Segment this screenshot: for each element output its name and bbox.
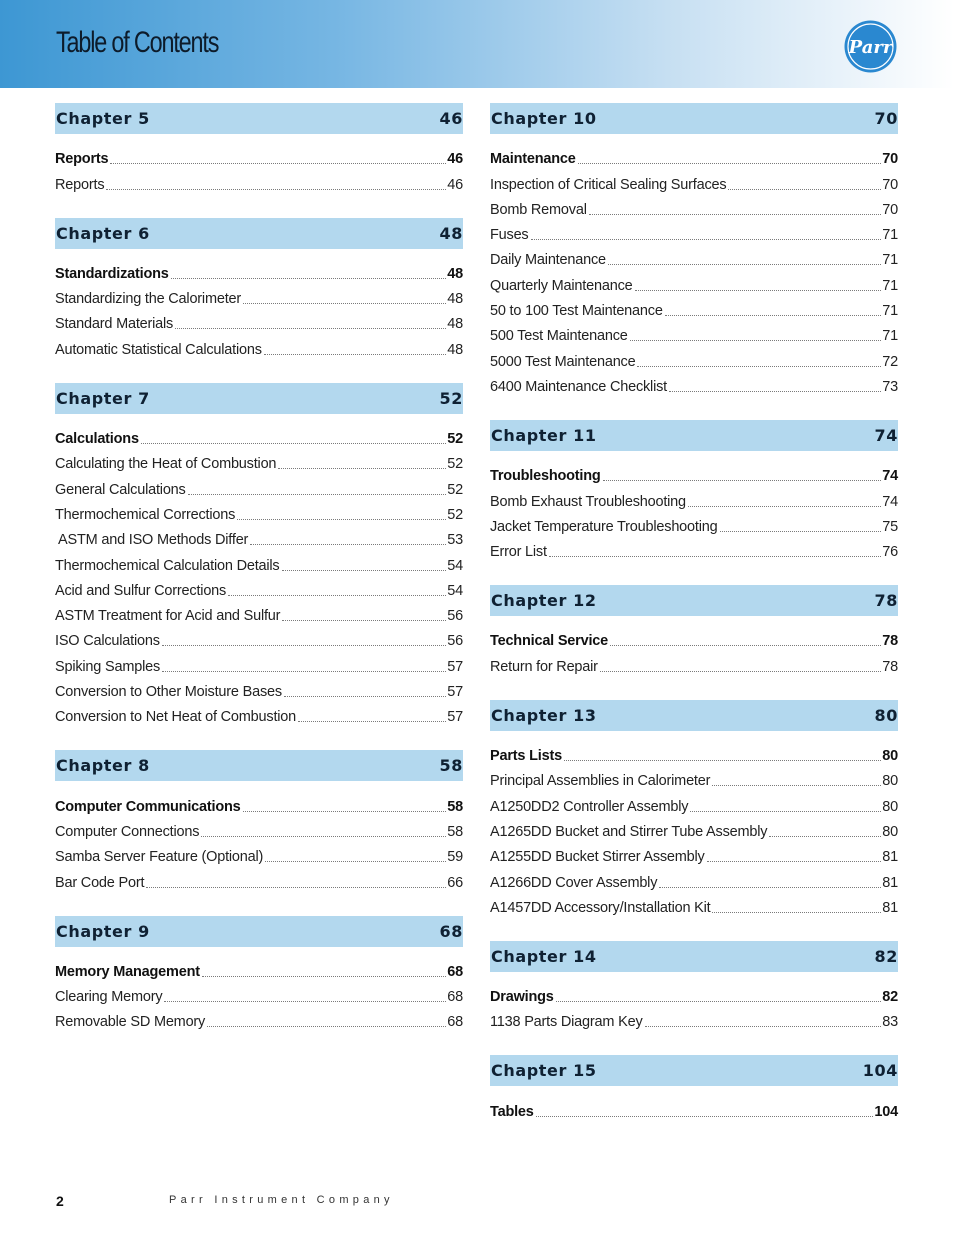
toc-entry-list bbox=[490, 451, 898, 561]
dot-leader bbox=[769, 836, 881, 837]
toc-entry-page: 71 bbox=[882, 328, 898, 345]
toc-entry[interactable] bbox=[490, 485, 898, 510]
toc-entry[interactable] bbox=[490, 650, 898, 675]
toc-entry-title: Bar Code Port bbox=[55, 874, 145, 891]
toc-entry-title: A1255DD Bucket Stirrer Assembly bbox=[490, 849, 705, 866]
toc-entry-list bbox=[55, 947, 463, 1032]
toc-entry-list bbox=[490, 616, 898, 676]
toc-entry-page: 78 bbox=[882, 658, 898, 675]
dot-leader bbox=[707, 861, 882, 862]
toc-entry-title: Conversion to Net Heat of Combustion bbox=[55, 709, 297, 726]
dot-leader bbox=[669, 391, 881, 392]
toc-entry-page: 48 bbox=[447, 265, 463, 282]
toc-entry[interactable] bbox=[55, 499, 463, 524]
toc-entry-title: ASTM and ISO Methods Differ bbox=[55, 532, 249, 549]
toc-entry[interactable] bbox=[55, 333, 463, 358]
toc-left-column bbox=[55, 103, 463, 1031]
chapter-page-number: 46 bbox=[439, 109, 463, 128]
toc-entry[interactable] bbox=[490, 511, 898, 536]
chapter-section bbox=[490, 420, 898, 561]
chapter-section bbox=[55, 916, 463, 1032]
toc-entry[interactable] bbox=[490, 816, 898, 841]
dot-leader bbox=[630, 340, 882, 341]
toc-entry-title: Return for Repair bbox=[490, 658, 598, 675]
chapter-section bbox=[490, 941, 898, 1032]
toc-entry-page: 81 bbox=[882, 899, 898, 916]
dot-leader bbox=[250, 544, 446, 545]
toc-entry-page: 54 bbox=[447, 557, 463, 574]
toc-entry-list bbox=[55, 414, 463, 727]
toc-entry-page: 59 bbox=[447, 849, 463, 866]
dot-leader bbox=[712, 912, 881, 913]
dot-leader bbox=[549, 556, 881, 557]
toc-entry-page: 68 bbox=[447, 989, 463, 1006]
toc-entry[interactable] bbox=[490, 460, 898, 485]
toc-entry-title: Error List bbox=[490, 544, 547, 561]
toc-entry[interactable] bbox=[490, 981, 898, 1006]
toc-entry-page: 48 bbox=[447, 341, 463, 358]
toc-entry-page: 80 bbox=[882, 823, 898, 840]
toc-entry-page: 70 bbox=[882, 151, 898, 168]
toc-entry-page: 66 bbox=[447, 874, 463, 891]
dot-leader bbox=[659, 887, 881, 888]
chapter-section bbox=[490, 700, 898, 917]
chapter-section bbox=[55, 750, 463, 891]
toc-entry-page: 68 bbox=[447, 963, 463, 980]
company-name: Parr Instrument Company bbox=[169, 1194, 394, 1206]
toc-entry[interactable] bbox=[55, 790, 463, 815]
parr-logo bbox=[843, 19, 898, 74]
chapter-heading[interactable] bbox=[55, 383, 463, 414]
chapter-page-number: 78 bbox=[874, 591, 898, 611]
toc-entry[interactable] bbox=[55, 168, 463, 193]
dot-leader bbox=[171, 278, 447, 279]
chapter-title: Chapter 14 bbox=[491, 946, 597, 966]
toc-entry[interactable] bbox=[490, 320, 898, 345]
dot-leader bbox=[106, 189, 446, 190]
toc-entry-page: 48 bbox=[447, 316, 463, 333]
chapter-heading[interactable] bbox=[55, 916, 463, 947]
toc-entry[interactable] bbox=[490, 625, 898, 650]
toc-entry-title: Reports bbox=[55, 151, 109, 168]
toc-entry-page: 72 bbox=[882, 353, 898, 370]
toc-entry-title: Principal Assemblies in Calorimeter bbox=[490, 773, 711, 790]
toc-entry-title: Quarterly Maintenance bbox=[490, 277, 633, 294]
toc-entry-list bbox=[55, 249, 463, 359]
dot-leader bbox=[610, 645, 881, 646]
toc-right-column bbox=[490, 103, 898, 1121]
toc-entry-page: 71 bbox=[882, 252, 898, 269]
dot-leader bbox=[556, 1001, 882, 1002]
toc-entry-title: Tables bbox=[490, 1103, 534, 1120]
dot-leader bbox=[164, 1001, 446, 1002]
toc-entry-page: 54 bbox=[447, 582, 463, 599]
toc-entry-title: Thermochemical Corrections bbox=[55, 506, 236, 523]
toc-entry-page: 58 bbox=[447, 798, 463, 815]
chapter-section bbox=[55, 218, 463, 359]
chapter-title: Chapter 5 bbox=[56, 109, 150, 128]
dot-leader bbox=[531, 239, 882, 240]
toc-entry-page: 53 bbox=[447, 532, 463, 549]
toc-entry-page: 71 bbox=[882, 227, 898, 244]
page-title: Table of Contents bbox=[56, 26, 219, 59]
dot-leader bbox=[637, 366, 881, 367]
toc-entry[interactable] bbox=[490, 295, 898, 320]
toc-entry-title: Samba Server Feature (Optional) bbox=[55, 849, 264, 866]
toc-entry-title: Inspection of Critical Sealing Surfaces bbox=[490, 176, 727, 193]
dot-leader bbox=[228, 595, 446, 596]
toc-entry-page: 71 bbox=[882, 277, 898, 294]
toc-entry[interactable] bbox=[490, 244, 898, 269]
toc-entry-page: 52 bbox=[447, 506, 463, 523]
toc-entry-page: 71 bbox=[882, 303, 898, 320]
chapter-heading[interactable] bbox=[490, 941, 898, 972]
dot-leader bbox=[162, 645, 446, 646]
toc-entry-title: Troubleshooting bbox=[490, 468, 601, 485]
dot-leader bbox=[712, 785, 881, 786]
chapter-title: Chapter 10 bbox=[491, 109, 597, 128]
toc-entry[interactable] bbox=[55, 423, 463, 448]
toc-entry-title: Clearing Memory bbox=[55, 989, 163, 1006]
toc-entry-title: A1266DD Cover Assembly bbox=[490, 874, 658, 891]
toc-entry-page: 80 bbox=[882, 748, 898, 765]
dot-leader bbox=[578, 163, 882, 164]
toc-entry-title: Standardizations bbox=[55, 265, 169, 282]
dot-leader bbox=[243, 303, 446, 304]
toc-entry[interactable] bbox=[490, 143, 898, 168]
toc-entry[interactable] bbox=[490, 219, 898, 244]
chapter-page-number: 52 bbox=[439, 388, 463, 408]
dot-leader bbox=[162, 671, 446, 672]
dot-leader bbox=[608, 264, 881, 265]
chapter-heading[interactable] bbox=[490, 585, 898, 616]
chapter-page-number: 104 bbox=[862, 1061, 898, 1081]
toc-entry-page: 46 bbox=[447, 176, 463, 193]
toc-entry-title: Reports bbox=[55, 176, 105, 193]
dot-leader bbox=[603, 480, 882, 481]
toc-entry-page: 81 bbox=[882, 874, 898, 891]
dot-leader bbox=[564, 760, 881, 761]
toc-entry-page: 57 bbox=[447, 684, 463, 701]
dot-leader bbox=[688, 506, 881, 507]
toc-entry-title: A1250DD2 Controller Assembly bbox=[490, 798, 689, 815]
toc-entry-title: ISO Calculations bbox=[55, 633, 160, 650]
toc-entry-title: Thermochemical Calculation Details bbox=[55, 557, 280, 574]
chapter-heading[interactable] bbox=[55, 750, 463, 781]
chapter-title: Chapter 8 bbox=[56, 756, 150, 776]
toc-entry[interactable] bbox=[55, 143, 463, 168]
chapter-title: Chapter 11 bbox=[491, 425, 597, 445]
dot-leader bbox=[237, 519, 446, 520]
dot-leader bbox=[141, 443, 446, 444]
dot-leader bbox=[278, 468, 446, 469]
chapter-heading[interactable] bbox=[490, 103, 898, 134]
toc-entry-page: 74 bbox=[882, 493, 898, 510]
toc-entry-page: 57 bbox=[447, 709, 463, 726]
toc-entry[interactable] bbox=[490, 765, 898, 790]
toc-entry-page: 74 bbox=[882, 468, 898, 485]
toc-entry-title: Calculating the Heat of Combustion bbox=[55, 456, 277, 473]
toc-entry-page: 70 bbox=[882, 176, 898, 193]
chapter-section bbox=[55, 383, 463, 727]
toc-entry-page: 80 bbox=[882, 773, 898, 790]
dot-leader bbox=[536, 1116, 874, 1117]
chapter-title: Chapter 13 bbox=[491, 705, 597, 725]
toc-entry-title: Parts Lists bbox=[490, 748, 562, 765]
toc-entry-page: 83 bbox=[882, 1014, 898, 1031]
toc-entry-list bbox=[55, 781, 463, 891]
toc-entry[interactable] bbox=[490, 168, 898, 193]
toc-entry-title: Removable SD Memory bbox=[55, 1014, 206, 1031]
toc-entry-title: 50 to 100 Test Maintenance bbox=[490, 303, 663, 320]
toc-entry[interactable] bbox=[55, 524, 463, 549]
chapter-page-number: 58 bbox=[439, 756, 463, 776]
toc-entry[interactable] bbox=[490, 740, 898, 765]
toc-entry-page: 81 bbox=[882, 849, 898, 866]
chapter-title: Chapter 7 bbox=[56, 388, 150, 408]
dot-leader bbox=[265, 861, 446, 862]
toc-entry-page: 73 bbox=[882, 378, 898, 395]
chapter-page-number: 68 bbox=[439, 921, 463, 941]
toc-entry-title: 5000 Test Maintenance bbox=[490, 353, 636, 370]
toc-entry[interactable] bbox=[490, 790, 898, 815]
chapter-heading[interactable] bbox=[490, 1055, 898, 1086]
dot-leader bbox=[298, 721, 446, 722]
toc-entry-title: 500 Test Maintenance bbox=[490, 328, 628, 345]
toc-entry-title: Automatic Statistical Calculations bbox=[55, 341, 262, 358]
dot-leader bbox=[645, 1026, 882, 1027]
chapter-page-number: 70 bbox=[874, 109, 898, 128]
chapter-title: Chapter 6 bbox=[56, 223, 150, 243]
toc-entry[interactable] bbox=[490, 371, 898, 396]
toc-entry-page: 52 bbox=[447, 431, 463, 448]
toc-entry[interactable] bbox=[55, 701, 463, 726]
page-header bbox=[0, 0, 954, 88]
toc-entry-title: Memory Management bbox=[55, 963, 200, 980]
dot-leader bbox=[635, 290, 882, 291]
toc-entry[interactable] bbox=[55, 258, 463, 283]
toc-entry-page: 52 bbox=[447, 481, 463, 498]
toc-entry-title: 1138 Parts Diagram Key bbox=[490, 1014, 643, 1031]
toc-entry-page: 48 bbox=[447, 291, 463, 308]
toc-entry[interactable] bbox=[55, 283, 463, 308]
toc-entry-page: 76 bbox=[882, 544, 898, 561]
toc-entry-list bbox=[490, 731, 898, 917]
toc-entry[interactable] bbox=[490, 1095, 898, 1120]
toc-entry-page: 80 bbox=[882, 798, 898, 815]
toc-entry[interactable] bbox=[490, 194, 898, 219]
chapter-section bbox=[490, 1055, 898, 1120]
toc-entry-title: Bomb Removal bbox=[490, 201, 587, 218]
dot-leader bbox=[110, 163, 446, 164]
dot-leader bbox=[282, 570, 447, 571]
dot-leader bbox=[201, 836, 446, 837]
toc-entry-title: Standardizing the Calorimeter bbox=[55, 291, 242, 308]
toc-entry[interactable] bbox=[55, 650, 463, 675]
chapter-page-number: 82 bbox=[874, 946, 898, 966]
toc-entry-title: 6400 Maintenance Checklist bbox=[490, 378, 667, 395]
toc-entry-title: Computer Communications bbox=[55, 798, 241, 815]
toc-entry[interactable] bbox=[490, 892, 898, 917]
dot-leader bbox=[720, 531, 882, 532]
chapter-heading[interactable] bbox=[55, 218, 463, 249]
toc-entry-page: 82 bbox=[882, 989, 898, 1006]
toc-entry[interactable] bbox=[55, 841, 463, 866]
dot-leader bbox=[188, 494, 447, 495]
toc-entry-page: 46 bbox=[447, 151, 463, 168]
toc-entry-list bbox=[55, 134, 463, 194]
toc-entry[interactable] bbox=[490, 866, 898, 891]
toc-entry[interactable] bbox=[490, 269, 898, 294]
toc-entry[interactable] bbox=[55, 308, 463, 333]
chapter-section bbox=[490, 103, 898, 396]
toc-entry[interactable] bbox=[490, 841, 898, 866]
chapter-page-number: 80 bbox=[874, 705, 898, 725]
toc-entry-title: Fuses bbox=[490, 227, 529, 244]
toc-entry-page: 78 bbox=[882, 633, 898, 650]
logo-text: Parr bbox=[848, 37, 893, 58]
dot-leader bbox=[207, 1026, 446, 1027]
dot-leader bbox=[146, 887, 446, 888]
toc-entry-title: Calculations bbox=[55, 431, 139, 448]
toc-entry[interactable] bbox=[55, 600, 463, 625]
toc-entry-page: 56 bbox=[447, 608, 463, 625]
chapter-page-number: 74 bbox=[874, 425, 898, 445]
chapter-heading[interactable] bbox=[490, 420, 898, 451]
dot-leader bbox=[728, 189, 881, 190]
toc-entry[interactable] bbox=[55, 448, 463, 473]
toc-entry-page: 57 bbox=[447, 658, 463, 675]
dot-leader bbox=[665, 315, 882, 316]
chapter-section bbox=[55, 103, 463, 194]
toc-entry-title: Drawings bbox=[490, 989, 554, 1006]
dot-leader bbox=[589, 214, 882, 215]
dot-leader bbox=[175, 328, 446, 329]
toc-entry[interactable] bbox=[55, 625, 463, 650]
chapter-page-number: 48 bbox=[439, 223, 463, 243]
chapter-heading[interactable] bbox=[490, 700, 898, 731]
toc-entry-title: A1457DD Accessory/Installation Kit bbox=[490, 899, 711, 916]
dot-leader bbox=[690, 811, 881, 812]
toc-entry[interactable] bbox=[55, 473, 463, 498]
toc-entry-title: General Calculations bbox=[55, 481, 186, 498]
chapter-title: Chapter 12 bbox=[491, 591, 597, 611]
toc-entry-page: 56 bbox=[447, 633, 463, 650]
toc-entry[interactable] bbox=[490, 536, 898, 561]
toc-entry-page: 104 bbox=[874, 1103, 898, 1120]
toc-entry[interactable] bbox=[55, 981, 463, 1006]
toc-entry[interactable] bbox=[55, 956, 463, 981]
page-number: 2 bbox=[56, 1193, 64, 1209]
toc-entry-page: 70 bbox=[882, 201, 898, 218]
toc-entry-title: Daily Maintenance bbox=[490, 252, 606, 269]
toc-entry[interactable] bbox=[55, 866, 463, 891]
dot-leader bbox=[264, 354, 447, 355]
toc-entry-title: Technical Service bbox=[490, 633, 609, 650]
toc-entry-title: Maintenance bbox=[490, 151, 576, 168]
toc-entry-title: Standard Materials bbox=[55, 316, 174, 333]
toc-entry-page: 75 bbox=[882, 518, 898, 535]
toc-entry[interactable] bbox=[55, 816, 463, 841]
chapter-heading[interactable] bbox=[55, 103, 463, 134]
toc-entry-page: 68 bbox=[447, 1014, 463, 1031]
toc-entry-list bbox=[490, 1086, 898, 1120]
dot-leader bbox=[600, 671, 881, 672]
dot-leader bbox=[202, 976, 446, 977]
toc-entry[interactable] bbox=[55, 1006, 463, 1031]
toc-entry-title: Acid and Sulfur Corrections bbox=[55, 582, 227, 599]
toc-entry[interactable] bbox=[55, 549, 463, 574]
toc-entry-title: Computer Connections bbox=[55, 823, 200, 840]
toc-entry-title: Spiking Samples bbox=[55, 658, 160, 675]
chapter-title: Chapter 9 bbox=[56, 921, 150, 941]
toc-entry-title: Conversion to Other Moisture Bases bbox=[55, 684, 282, 701]
toc-entry-list bbox=[490, 134, 898, 396]
toc-entry-title: Jacket Temperature Troubleshooting bbox=[490, 518, 718, 535]
toc-entry-page: 52 bbox=[447, 456, 463, 473]
toc-entry[interactable] bbox=[490, 345, 898, 370]
toc-entry[interactable] bbox=[490, 1006, 898, 1031]
toc-entry-page: 58 bbox=[447, 823, 463, 840]
dot-leader bbox=[284, 696, 446, 697]
toc-entry-list bbox=[490, 972, 898, 1032]
toc-entry-title: Bomb Exhaust Troubleshooting bbox=[490, 493, 686, 510]
dot-leader bbox=[243, 811, 447, 812]
chapter-section bbox=[490, 585, 898, 676]
toc-entry[interactable] bbox=[55, 676, 463, 701]
chapter-title: Chapter 15 bbox=[491, 1061, 597, 1081]
dot-leader bbox=[282, 620, 446, 621]
toc-entry-title: ASTM Treatment for Acid and Sulfur bbox=[55, 608, 281, 625]
toc-entry-title: A1265DD Bucket and Stirrer Tube Assembly bbox=[490, 823, 768, 840]
toc-entry[interactable] bbox=[55, 575, 463, 600]
